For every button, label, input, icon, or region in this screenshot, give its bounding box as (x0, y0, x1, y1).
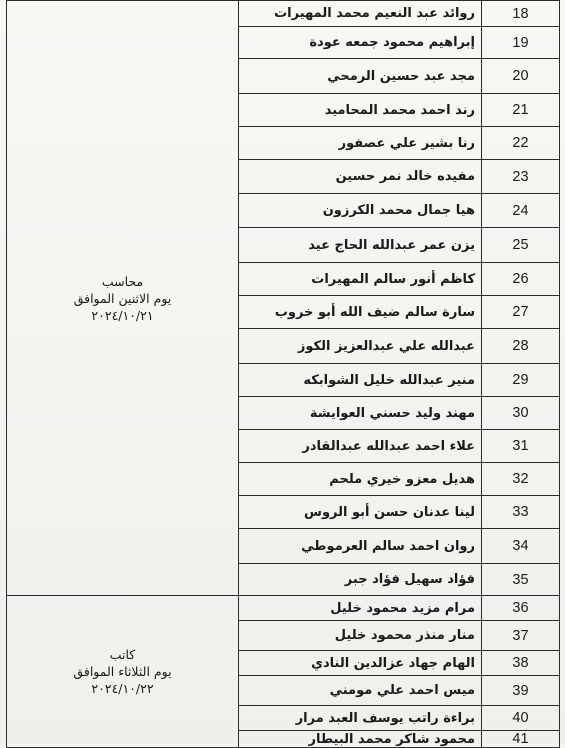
row-number: 33 (482, 496, 560, 529)
row-number: 35 (482, 564, 560, 596)
row-number: 19 (482, 27, 560, 59)
table-row (7, 1, 560, 27)
group-label-line: محاسب (101, 273, 144, 289)
candidate-name: مرام مزيد محمود خليل (239, 596, 482, 621)
row-number: 21 (482, 94, 560, 127)
row-number: 28 (482, 329, 560, 364)
candidate-name: روائد عبد النعيم محمد المهيرات (239, 1, 482, 27)
candidate-name: إبراهيم محمود جمعه عودة (239, 27, 482, 59)
row-number: 29 (482, 364, 560, 397)
row-number: 22 (482, 127, 560, 160)
group-label (7, 646, 238, 697)
candidate-name: مجد عبد حسين الرمحي (239, 59, 482, 94)
candidate-name: عبدالله علي عبدالعزيز الكوز (239, 329, 482, 364)
row-number: 41 (482, 731, 560, 748)
candidate-name: روان احمد سالم العرموطي (239, 529, 482, 564)
row-number: 27 (482, 296, 560, 329)
candidate-name: سارة سالم ضيف الله أبو خروب (239, 296, 482, 329)
candidate-name: مهند وليد حسني العوايشة (239, 397, 482, 430)
group-cell (7, 596, 239, 748)
candidates-table (6, 0, 560, 748)
candidate-name: منار منذر محمود خليل (239, 621, 482, 651)
candidate-name: رند احمد محمد المحاميد (239, 94, 482, 127)
candidate-name: لينا عدنان حسن أبو الروس (239, 496, 482, 529)
table-body (7, 1, 560, 748)
row-number: 18 (482, 1, 560, 27)
candidate-name: هديل معزو خيري ملحم (239, 463, 482, 496)
candidate-name: يزن عمر عبدالله الحاج عيد (239, 228, 482, 263)
candidate-name: الهام جهاد عزالدين النادي (239, 651, 482, 676)
candidate-name: ميس احمد علي مومني (239, 676, 482, 706)
row-number: 25 (482, 228, 560, 263)
row-number: 20 (482, 59, 560, 94)
group-label-line: يوم الثلاثاء الموافق (73, 664, 172, 679)
row-number: 34 (482, 529, 560, 564)
candidate-name: منير عبدالله خليل الشوابكه (239, 364, 482, 397)
row-number: 39 (482, 676, 560, 706)
row-number: 38 (482, 651, 560, 676)
candidate-name: مفيده خالد نمر حسين (239, 160, 482, 194)
row-number: 32 (482, 463, 560, 496)
candidate-name: محمود شاكر محمد البيطار (239, 731, 482, 748)
candidate-name: هيا جمال محمد الكرزون (239, 194, 482, 228)
row-number: 23 (482, 160, 560, 194)
candidate-name: رنا بشير علي عصفور (239, 127, 482, 160)
candidate-name: فؤاد سهيل فؤاد جبر (239, 564, 482, 596)
row-number: 31 (482, 430, 560, 463)
group-label-line: يوم الاثنين الموافق (73, 290, 172, 306)
candidate-name: علاء احمد عبدالله عبدالقادر (239, 430, 482, 463)
row-number: 24 (482, 194, 560, 228)
group-label (7, 273, 238, 324)
candidate-name: براءة راتب يوسف العبد مرار (239, 706, 482, 731)
row-number: 30 (482, 397, 560, 430)
row-number: 26 (482, 263, 560, 296)
table-row (7, 596, 560, 621)
group-cell (7, 1, 239, 596)
group-label-line: ٢٠٢٤/١٠/٢١ (91, 307, 154, 323)
row-number: 37 (482, 621, 560, 651)
candidate-name: كاظم أنور سالم المهيرات (239, 263, 482, 296)
row-number: 36 (482, 596, 560, 621)
group-label-line: ٢٠٢٤/١٠/٢٢ (91, 681, 154, 696)
row-number: 40 (482, 706, 560, 731)
group-label-line: كاتب (109, 647, 136, 662)
